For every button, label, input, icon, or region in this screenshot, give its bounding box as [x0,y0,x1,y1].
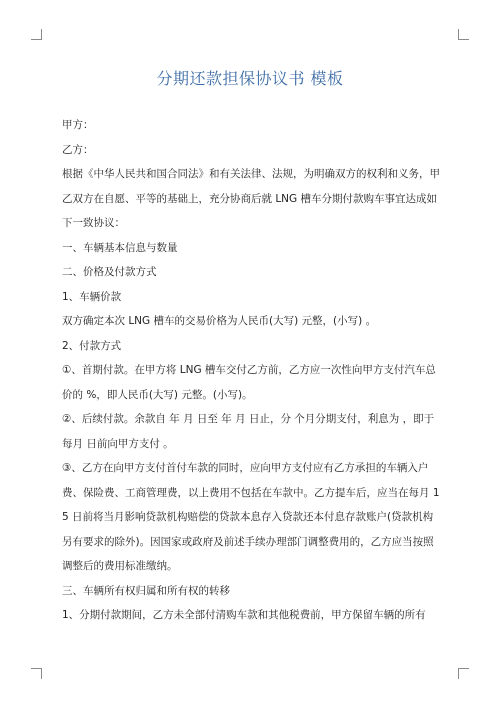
subsequent-payment-paragraph: ②、后续付款。余款自 年 月 日至 年 月 日止，分 个月分期支付，利息为 ，即于每月 日前向甲方支付 。 [62,413,435,450]
document-title: 分期还款担保协议书 模板 [156,69,344,88]
party-b-line: 乙方： [62,143,94,156]
crop-mark-bottom-right [458,668,469,679]
fees-paragraph: ③、乙方在向甲方支付首付车款的同时，应向甲方支付应有乙方承担的车辆入户费、保险费、工商管理费，以上费用不包括在车款中。乙方提车后，应当在每月 15 日前将当月影响贷款机构赔偿的贷款本息存入贷款还本付息存款账户(贷款机构另有要求的除外)。因国家或政府及前述手续办理部门调整费用的，乙方应当按照调整后的费用标准缴纳。 [62,462,440,572]
preamble-paragraph: 根据《中华人民共和国合同法》和有关法律、法规，为明确双方的权利和义务，甲乙双方在自愿、平等的基础上，充分协商后就 LNG 槽车分期付款购车事宜达成如下一致协议： [62,168,440,229]
section-heading-1: 一、车辆基本信息与数量 [62,241,178,254]
section-heading-3: 三、车辆所有权归属和所有权的转移 [62,584,230,597]
ownership-paragraph: 1、分期付款期间，乙方未全部付清购车款和其他税费前，甲方保留车辆的所有 [62,609,426,621]
first-payment-paragraph: ①、首期付款。在甲方将 LNG 槽车交付乙方前，乙方应一次性向甲方支付汽车总价的 %，即人民币(大写) 元整。(小写)。 [62,364,436,401]
crop-mark-bottom-left [31,668,42,679]
party-a-line: 甲方： [62,119,94,131]
crop-mark-top-left [31,29,42,40]
document-body [62,113,440,628]
price-paragraph: 双方确定本次 LNG 槽车的交易价格为人民币(大写) 元整，(小写) 。 [62,315,377,327]
crop-mark-top-right [458,29,469,40]
subsection-payment-method: 2、付款方式 [62,339,122,352]
section-heading-2: 二、价格及付款方式 [62,266,157,278]
subsection-vehicle-price: 1、车辆价款 [62,290,122,303]
